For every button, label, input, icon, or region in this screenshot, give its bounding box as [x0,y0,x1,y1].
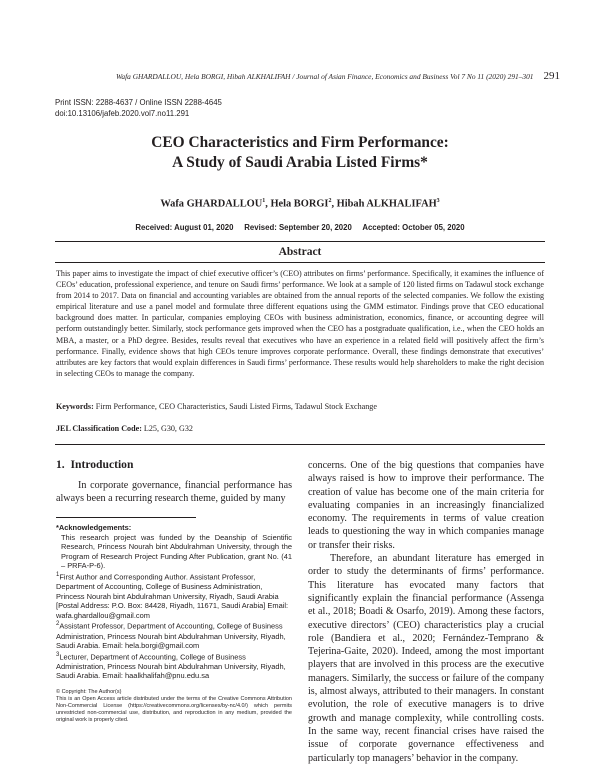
keywords [56,402,544,411]
footnote-1-text: First Author and Corresponding Author. Assistant Professor, Department of Accounting, College of Business Administration, Princess Nourah bint Abdulrahman University, Riyadh, Saudi Arabia [Postal Address: P.O. Box: 84428, Riyadh, 11671, Saudi Arabia] Email: wafa.ghardallou@gmail.com [56,572,289,620]
divider-body [55,444,545,445]
jel-label: JEL Classification Code: [56,424,142,433]
author-list [40,198,560,209]
issn-line: Print ISSN: 2288-4637 / Online ISSN 2288-4645 [55,98,222,107]
author-1-mark: 1 [262,198,266,204]
page-number: 291 [543,70,560,82]
author-separator: , [331,198,337,210]
footnote-3-mark: 3 [56,651,60,658]
doi-line: doi:10.13106/jafeb.2020.vol7.no11.291 [55,108,190,118]
acknowledgements-label: *Acknowledgements: [56,523,132,532]
author-2-mark: 2 [328,198,332,204]
submission-dates: Received: August 01, 2020 Revised: September 20, 2020 Accepted: October 05, 2020 [135,223,465,232]
paper-title [40,133,560,173]
author-1: Wafa GHARDALLOU [160,198,263,210]
author-separator: , [265,198,271,210]
author-3: Hibah ALKHALIFAH [336,198,437,210]
abstract-text: This paper aims to investigate the impact of chief executive officer’s (CEO) attributes on firms’ performance. Specifically, it examines the influence of CEOs’ education, professional experience, and tenure on Saudi firms’ performance. We look at a sample of 120 listed firms on Tadawul stock exchange from 2014 to 2017. Data on financial and accounting variables are obtained from the annual reports of the selected companies. We follow the existing empirical literature and use a panel model and formulate three different equations using the GMM estimator. Findings prove that CEO educational background does matter. In particular, companies employing CEOs with business administration, economics, finance, or accounting degree will perform outstandingly better. Similarly, stock performance gets improved when the CEO has a postgraduate qualification, i.e., when the CEO holds an MBA, a master, or a PhD degree. Besides, results reveal that executives who have an experience in a related field will positively affect the firm’s performance. Finally, evidence shows that high CEOs tenure improves corporate performance. Overall, these findings demonstrate that executives’ attributes are key factors that would explain differences in Saudi firms’ performance. These results would help shareholders to make the right decision in selecting CEOs to manage the company. [56,269,544,378]
keywords-text: Firm Performance, CEO Characteristics, Saudi Listed Firms, Tadawul Stock Exchange [93,402,377,411]
keywords-label: Keywords: [56,402,94,411]
right-column [308,459,544,765]
jel-text: L25, G30, G32 [141,424,193,433]
intro-paragraph-1: In corporate governance, financial performance has always been a recurring research theme, guided by many [56,480,292,505]
divider-top [55,241,545,242]
footnote-2-text: Assistant Professor, Department of Accounting, College of Business Administration, Princess Nourah bint Abdulrahman University, Riyadh, Saudi Arabia. Email: hela.borgi@gmail.com [56,621,286,651]
footnote-2-mark: 2 [56,621,60,628]
intro-paragraph-2: Therefore, an abundant literature has emerged in order to study the determinants of firms’ performance. This literature has evocated many factors that significantly explain the financial performance (Assenga et al., 2018; Boadi & Osarfo, 2019). Among these factors, executive directors’ (CEO) characteristics play a crucial role (Bandiera et al., 2020; Fernández-Temprano & Tejerina-Gaite, 2020). Indeed, among the most important players that are involved in this process are the executive managers. Similarly, the success or failure of the company is, almost always, attributed to their managers. In constant evolution, the role of executive managers is to drive growth and manage complexity, while controlling costs. In the same way, recent financial crises have raised the issue of corporate governance effectiveness and particularly top managers’ behavior in the company. [308,553,544,764]
running-header-text: Wafa GHARDALLOU, Hela BORGI, Hibah ALKHALIFAH / Journal of Asian Finance, Economics and Business Vol 7 No 11 (2020) 291–301 [115,72,534,81]
title-line-2: A Study of Saudi Arabia Listed Firms* [172,154,428,171]
jel-codes [56,424,544,433]
section-heading: 1. Introduction [56,458,134,471]
footnote-3-text: Lecturer, Department of Accounting, College of Business Administration, Princess Nourah bint Abdulrahman University, Riyadh, Saudi Arabia. Email: haalkhalifah@pnu.edu.sa [56,652,286,681]
author-3-mark: 3 [436,198,440,204]
footnote-1-mark: 1 [56,571,60,578]
footnotes [56,523,292,724]
divider-abstract [55,262,545,263]
acknowledgements-text: This research project was funded by the Deanship of Scientific Research, Princess Nourah bint Abdulrahman University, through the Program of Research Project Funding After Publication, grant No. (41 – PRFA-P-6). [61,532,292,571]
intro-paragraph-continued: concerns. One of the big questions that companies have always raised is how to improve their performance. The creation of value has become one of the main criteria for evaluating companies in an increasingly financialized economy. The requirements in terms of value creation leads to questioning the way in which companies manage or transfer their risks. [308,460,544,551]
footnote-divider [56,517,196,518]
issn-block [55,98,222,119]
footnote-3 [56,651,292,681]
author-2: Hela BORGI [270,198,329,210]
copyright-notice: © Copyright: The Author(s) [56,688,122,695]
footnote-1 [56,571,292,620]
running-header [40,70,560,82]
title-line-1: CEO Characteristics and Firm Performance: [151,134,449,151]
footnote-2 [56,620,292,650]
abstract-heading: Abstract [278,246,322,258]
license-text: This is an Open Access article distributed under the terms of the Creative Commons Attribution Non-Commercial License (https://creativecommons.org/licenses/by-nc/4.0/) which permits unrestricted non-commercial use, distribution, and reproduction in any medium, provided the original work is properly cited. [56,695,292,723]
